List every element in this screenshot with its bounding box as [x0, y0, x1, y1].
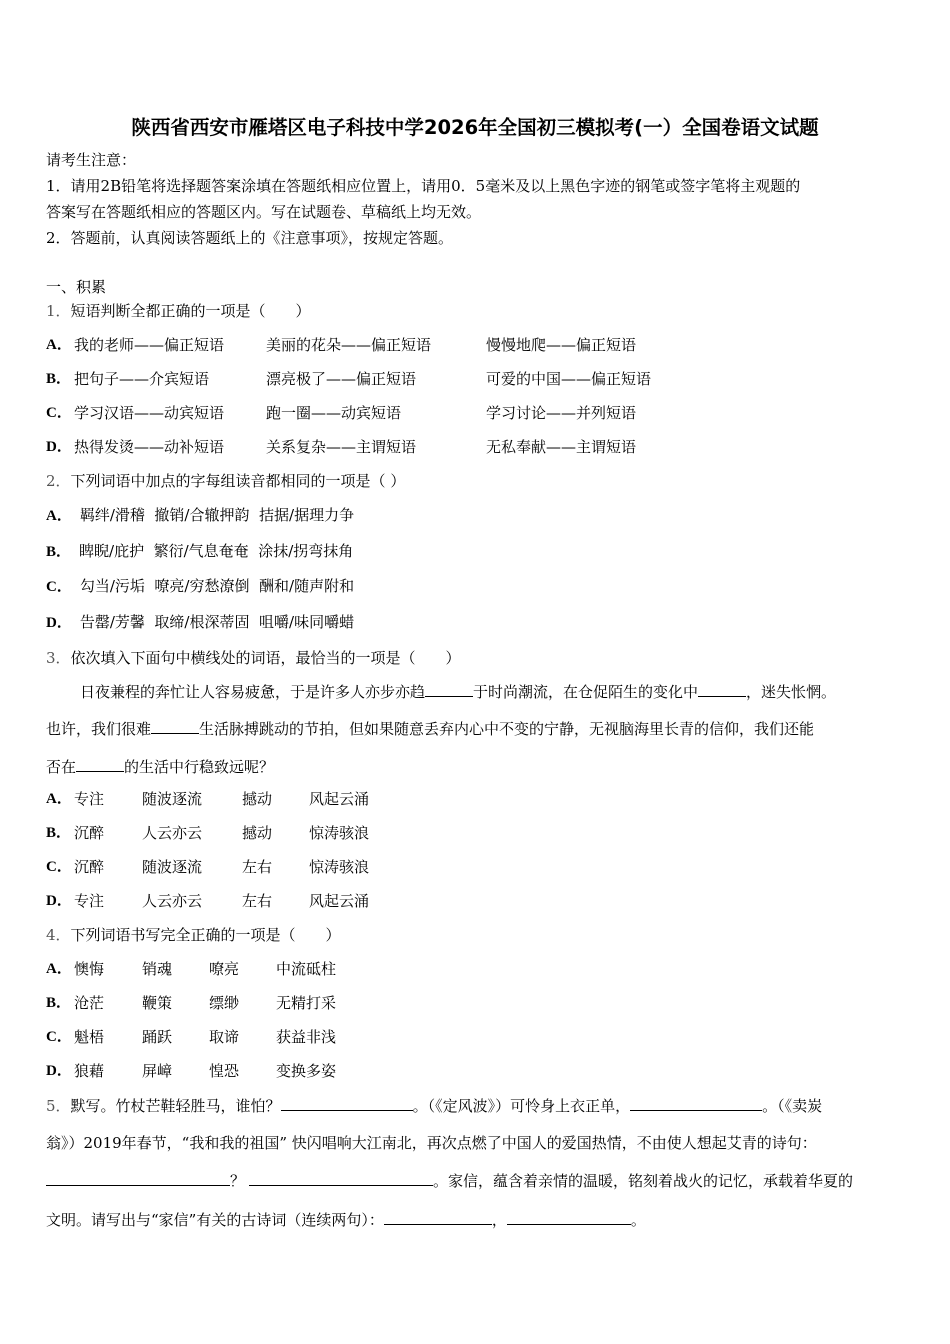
question-1-option-c[interactable]: C． 学习汉语——动宾短语 跑一圈——动宾短语 学习讨论——并列短语 — [46, 404, 637, 422]
question-4-option-c[interactable]: C． 魁梧 踊跃 取谛 获益非浅 — [46, 1028, 337, 1046]
blank-4[interactable] — [76, 756, 124, 772]
question-3-passage-line-2: 也许，我们很难 生活脉搏跳动的节拍，但如果随意丢弃内心中不变的宁静，无视脑海里长青的信仰，我们还能 — [46, 720, 815, 738]
question-5-line-2: 翁》）2019年春节，“我和我的祖国” 快闪唱响大江南北，再次点燃了中国人的爱国热情，不由使人想起艾青的诗句： — [46, 1134, 817, 1152]
question-5-line-3: ？ 。家信，蕴含着亲情的温暖，铭刻着战火的记忆，承载着华夏的 — [46, 1170, 853, 1191]
question-1-stem: 1．短语判断全都正确的一项是（ ） — [46, 302, 311, 320]
question-3-option-b[interactable]: B． 沉醉 人云亦云 撼动 惊涛骇浪 — [46, 824, 370, 842]
dictation-blank-1[interactable] — [281, 1095, 413, 1111]
blank-3[interactable] — [151, 718, 199, 734]
blank-2[interactable] — [698, 681, 746, 697]
question-5-line-4: 文明。请写出与“家信”有关的古诗词（连续两句）： ， 。 — [46, 1211, 646, 1229]
question-1-option-b[interactable]: B． 把句子——介宾短语 漂亮极了——偏正短语 可爱的中国——偏正短语 — [46, 370, 652, 388]
question-3-passage-line-3: 否在 的生活中行稳致远呢？ — [46, 758, 275, 776]
question-3-stem: 3．依次填入下面句中横线处的词语，最恰当的一项是（ ） — [46, 649, 461, 667]
question-1-option-a[interactable]: A． 我的老师——偏正短语 美丽的花朵——偏正短语 慢慢地爬——偏正短语 — [46, 336, 637, 354]
question-4-stem: 4．下列词语书写完全正确的一项是（ ） — [46, 926, 341, 944]
dictation-blank-6[interactable] — [507, 1209, 631, 1225]
question-2-option-c[interactable]: C． 勾当/污垢 嘹亮/穷愁潦倒 酬和/随声附和 — [46, 577, 355, 595]
question-3-option-c[interactable]: C． 沉醉 随波逐流 左右 惊涛骇浪 — [46, 858, 370, 876]
section-heading: 一、积累 — [46, 278, 107, 296]
question-4-option-d[interactable]: D． 狼藉 屏嶂 惶恐 变换多姿 — [46, 1062, 337, 1080]
question-4-option-b[interactable]: B． 沧茫 鞭策 缥缈 无精打采 — [46, 994, 337, 1012]
question-5-line-1: 5．默写。竹杖芒鞋轻胜马，谁怕？ 。（《定风波》）可怜身上衣正单， 。（《卖炭 — [46, 1097, 823, 1115]
notice-line-3: 2．答题前，认真阅读答题纸上的《注意事项》，按规定答题。 — [46, 229, 454, 247]
notice-line-2: 答案写在答题纸相应的答题区内。写在试题卷、草稿纸上均无效。 — [46, 203, 482, 221]
page-title: 陕西省西安市雁塔区电子科技中学2026年全国初三模拟考(一）全国卷语文试题 — [131, 116, 819, 139]
question-2-option-b[interactable]: B． 睥睨/庇护 繁衍/气息奄奄 涂抹/拐弯抹角 — [46, 542, 354, 560]
notice-heading: 请考生注意： — [46, 151, 137, 169]
question-2-option-a[interactable]: A． 羁绊/滑稽 撤销/合辙押韵 拮据/据理力争 — [46, 506, 355, 524]
question-2-stem: 2．下列词语中加点的字每组读音都相同的一项是（ ） — [46, 472, 406, 490]
question-4-option-a[interactable]: A． 懊悔 销魂 嘹亮 中流砥柱 — [46, 960, 337, 978]
dictation-blank-5[interactable] — [384, 1209, 492, 1225]
dictation-blank-3[interactable] — [46, 1170, 230, 1186]
blank-1[interactable] — [425, 681, 473, 697]
question-2-option-d[interactable]: D． 告罄/芳馨 取缔/根深蒂固 咀嚼/味同嚼蜡 — [46, 613, 355, 631]
dictation-blank-4[interactable] — [249, 1170, 433, 1186]
question-3-passage-line-1: 日夜兼程的奔忙让人容易疲惫，于是许多人亦步亦趋 于时尚潮流，在仓促陌生的变化中 ，迷失怅惘。 — [80, 683, 837, 701]
question-1-option-d[interactable]: D． 热得发烫——动补短语 关系复杂——主谓短语 无私奉献——主谓短语 — [46, 438, 637, 456]
question-3-option-d[interactable]: D． 专注 人云亦云 左右 风起云涌 — [46, 892, 370, 910]
dictation-blank-2[interactable] — [630, 1095, 762, 1111]
notice-line-1: 1．请用2B铅笔将选择题答案涂填在答题纸相应位置上，请用0．5毫米及以上黑色字迹的钢笔或签字笔将主观题的 — [46, 177, 801, 195]
question-3-option-a[interactable]: A． 专注 随波逐流 撼动 风起云涌 — [46, 790, 370, 808]
